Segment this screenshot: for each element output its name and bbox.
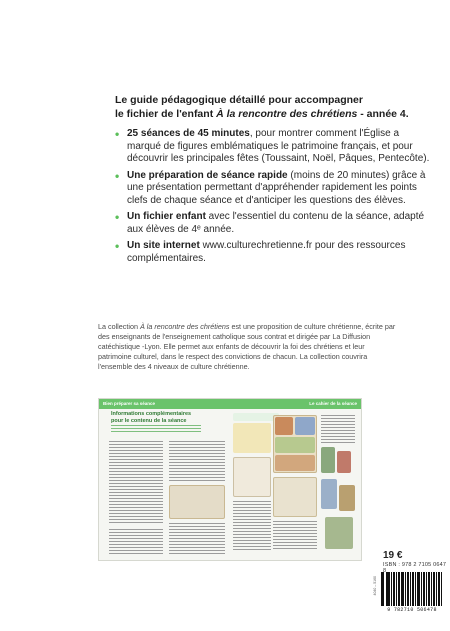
intro-line-2-prefix: le fichier de l'enfant (115, 107, 217, 120)
feature-bold: Une préparation de séance rapide (127, 169, 288, 181)
preview-band-left: Bien préparer sa séance (99, 399, 230, 409)
feature-item (115, 128, 435, 166)
preview-band-right: Le cahier de la séance (230, 399, 361, 409)
collection-description (98, 322, 398, 372)
bullet-icon: • (115, 168, 120, 183)
preview-comic-figure-2 (295, 417, 315, 435)
top-blank-area (0, 0, 450, 66)
preview-bottom-text-middle (273, 521, 317, 551)
feature-bold: Un fichier enfant (127, 211, 206, 222)
barcode-stripe (418, 572, 419, 606)
guide-page-preview (98, 398, 362, 561)
preview-yellow-box (233, 423, 271, 453)
barcode-stripe (405, 572, 406, 606)
preview-comic-lower (273, 477, 317, 517)
feature-item (115, 240, 435, 265)
text-column-left (109, 441, 163, 525)
feature-text: avec l'essentiel du contenu de la séance, adapté aux élèves de 4ᵉ année. (127, 211, 425, 235)
barcode-stripe (439, 572, 440, 606)
preview-illustration (169, 485, 225, 519)
preview-right-page (233, 411, 359, 559)
preview-bottom-text-left (233, 501, 271, 551)
preview-title-line-1: Informations complémentaires (111, 411, 192, 417)
preview-left-page (103, 411, 229, 559)
barcode-stripe (424, 572, 425, 606)
subtitle-lines (111, 425, 201, 432)
collection-title: À la rencontre des chrétiens (139, 322, 230, 331)
feature-item (115, 211, 435, 236)
feature-bold: Un site internet (127, 240, 200, 251)
feature-bold: 25 séances de 45 minutes (127, 128, 250, 139)
feature-text: , pour montrer comment l'Église a marqué de figures emblématiques le patrimoine français, et pour découvrir les principales fêtes (Toussaint, Noël, Pâques, Pentecôte). (127, 128, 430, 164)
price: 19 € (383, 550, 403, 561)
preview-title-line-2: pour le contenu de la séance (111, 417, 187, 424)
preview-figure-blue (321, 479, 337, 509)
preview-comic-figure-4 (275, 455, 315, 471)
feature-item (115, 170, 435, 208)
barcode-stripe (383, 572, 384, 606)
feature-text: www.culturechretienne.fr pour des ressources complémentaires. (127, 240, 406, 264)
bullet-icon: • (115, 239, 120, 253)
preview-figure-red (337, 451, 351, 473)
barcode-side-code: 4040 – 5160 (373, 576, 377, 596)
preview-subtitle-lines (103, 425, 229, 432)
barcode-stripe (434, 572, 435, 606)
text-column-right (169, 441, 225, 481)
preview-figure-brown (339, 485, 355, 511)
barcode-bars (381, 572, 443, 606)
intro-book-title: À la rencontre des chrétiens (216, 107, 358, 120)
collection-prefix: La collection (98, 322, 140, 331)
text-column-right-lower (169, 523, 225, 555)
barcode (373, 572, 445, 614)
preview-figure-green (321, 447, 335, 473)
barcode-stripe (413, 572, 414, 606)
preview-right-text (321, 415, 355, 443)
features-list (115, 128, 435, 269)
preview-photo (233, 457, 271, 497)
text-column-left-lower (109, 529, 163, 555)
barcode-stripe (388, 572, 389, 606)
preview-title (103, 411, 229, 424)
bullet-icon: • (115, 210, 120, 224)
isbn: ISBN : 978 2 7105 0647 8 (383, 562, 447, 574)
collection-body: est une proposition de culture chrétienne, écrite par des enseignants de l'enseignement catholique sous contrat et dirigée par La Diffusion catéchistique -Lyon. Elle permet aux enfants de découvrir la foi des chrétiens et leur patrimoine culturel, dans le respect des convictions de chacun. La collection couvrira l'ensemble des 4 niveaux de culture chrétienne. (98, 322, 396, 371)
intro-line-1: Le guide pédagogique détaillé pour accompagner (115, 94, 363, 106)
feature-text: (moins de 20 minutes) grâce à une présentation permettant d'appréhender rapidement les points clefs de chaque séance et d'anticiper les questions des élèves. (127, 169, 426, 206)
bullet-icon: • (115, 127, 120, 141)
preview-figure-group (325, 517, 353, 549)
intro-line-2-suffix: - année 4. (357, 107, 409, 120)
intro-heading (115, 94, 435, 121)
barcode-digits: 9 782710 506478 (387, 607, 437, 613)
preview-comic-figure-3 (275, 437, 315, 453)
preview-comic-figure-1 (275, 417, 293, 435)
